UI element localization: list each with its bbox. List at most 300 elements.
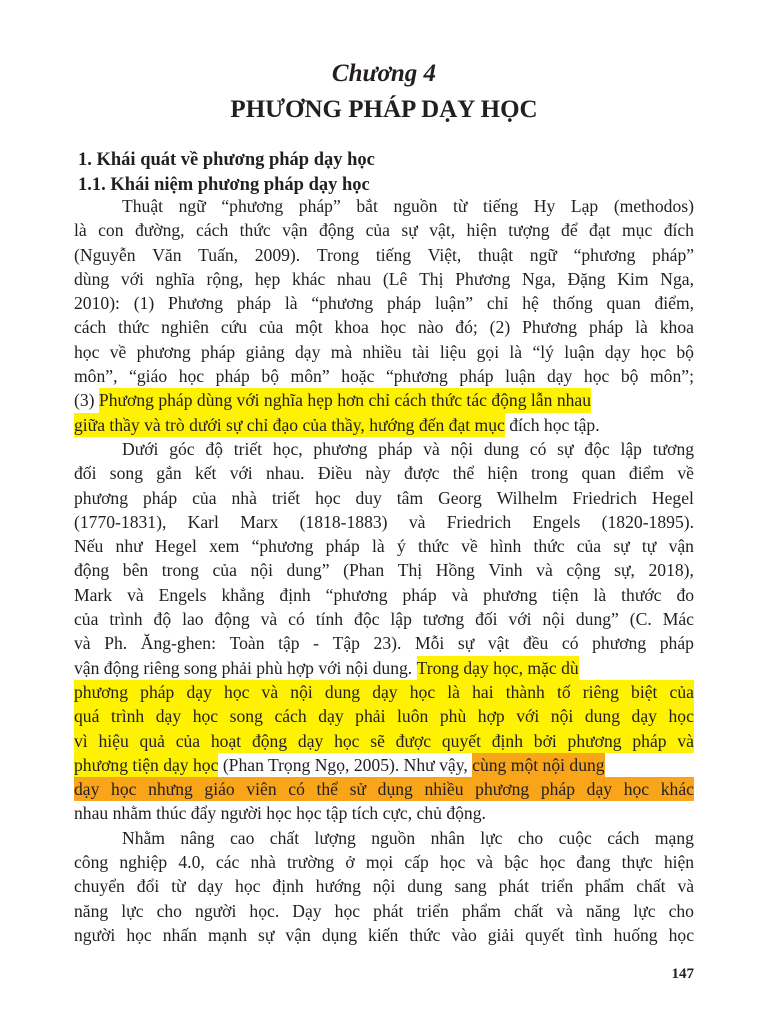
word-gap [136, 777, 148, 801]
word: “phương [385, 366, 448, 387]
word: phương [567, 730, 622, 751]
word-gap [209, 315, 221, 339]
word: hệ [522, 293, 539, 314]
word: vận [282, 220, 308, 241]
text-line [74, 243, 694, 267]
word-gap [444, 267, 456, 291]
paragraph-1 [74, 194, 694, 437]
word-gap [271, 218, 282, 242]
word-gap [473, 437, 484, 461]
word-gap [300, 243, 317, 267]
word: phương [313, 438, 368, 459]
word-gap [307, 704, 319, 728]
word: quyết [441, 730, 481, 751]
word: năng [586, 900, 621, 921]
word: và [408, 511, 426, 532]
word: nguồn [393, 196, 438, 216]
word-gap [276, 850, 287, 874]
word: đang [576, 852, 611, 873]
word: bộ [620, 366, 639, 387]
word-gap [558, 486, 573, 510]
word: đích [663, 220, 694, 241]
word-gap [666, 874, 678, 898]
word-gap [330, 364, 342, 388]
text-line [74, 583, 694, 607]
word: (1) [133, 293, 155, 314]
word: động [318, 220, 355, 241]
word: là [447, 681, 460, 702]
word-gap [260, 874, 272, 898]
word-gap [277, 607, 288, 631]
word-gap [103, 534, 115, 558]
word-gap [642, 437, 653, 461]
word: độc [354, 609, 380, 630]
word-gap [330, 558, 344, 582]
text-line [74, 558, 694, 582]
word-gap [235, 340, 245, 364]
word: nhà [250, 852, 276, 873]
word: đạt [589, 220, 611, 241]
word-gap [262, 437, 273, 461]
text-line [74, 510, 694, 534]
word: của [365, 220, 390, 241]
word-gap [475, 558, 489, 582]
word-gap [612, 777, 624, 801]
word-gap [579, 631, 593, 655]
word-gap [177, 486, 192, 510]
word-gap [532, 607, 543, 631]
word: của [175, 730, 201, 751]
word: “phương [251, 536, 314, 557]
word-gap [662, 583, 677, 607]
word-gap [158, 437, 169, 461]
word-gap [509, 631, 523, 655]
document-page [74, 0, 694, 1024]
word-gap [144, 899, 157, 923]
word-gap [398, 680, 410, 704]
text-line [74, 437, 694, 461]
word: phương [74, 681, 129, 702]
word-gap [128, 680, 140, 704]
word: pháp [378, 438, 413, 459]
word-gap [241, 729, 252, 753]
word: học [315, 487, 341, 508]
word-gap [344, 704, 356, 728]
word: khoa [659, 317, 694, 338]
word: (Lê [382, 268, 408, 289]
word: học [111, 779, 137, 800]
highlighted-text: giữa thầy và trò dưới sự chỉ đạo của thầy, hướng đến đạt mục [74, 413, 505, 437]
word-gap [361, 874, 373, 898]
word-gap [338, 777, 350, 801]
word-gap [448, 364, 460, 388]
word-gap [136, 243, 153, 267]
word-gap [87, 218, 98, 242]
word: là [635, 317, 648, 338]
word-gap [465, 850, 476, 874]
word: người [195, 900, 237, 921]
word-gap [250, 607, 261, 631]
highlighted-text: Phương pháp dùng với nghĩa hẹp hơn chỉ cách thức tác động lẫn nhau [99, 388, 591, 412]
word: học [539, 852, 566, 873]
word-gap [305, 777, 317, 801]
text-line [74, 923, 694, 947]
word: ngữ [178, 196, 206, 216]
word: phương [592, 633, 647, 654]
word: sự, [614, 560, 635, 581]
word-gap [638, 364, 650, 388]
word-gap [369, 315, 381, 339]
word: hợp [477, 706, 505, 727]
word: thức [417, 536, 449, 557]
word: quá [74, 706, 100, 727]
word: cho [668, 900, 694, 921]
word: Thuật [122, 196, 164, 216]
word: cộng [566, 560, 601, 581]
word: dạy [74, 779, 100, 800]
word: ở [345, 852, 355, 873]
word: học, [272, 438, 303, 459]
word-gap [439, 461, 452, 485]
text-line [74, 656, 694, 680]
word-gap [592, 826, 607, 850]
word: là [284, 293, 298, 314]
word-gap [263, 704, 275, 728]
word: thành [505, 681, 545, 702]
word: tâm [396, 487, 424, 508]
word-gap [385, 704, 397, 728]
word: là [372, 536, 385, 557]
word-gap [171, 607, 182, 631]
word-gap [388, 583, 403, 607]
word-gap [98, 607, 109, 631]
word: là [593, 584, 607, 605]
word: dạy [297, 730, 324, 751]
word: phải [355, 706, 386, 727]
word-gap [664, 461, 677, 485]
word-gap [498, 607, 509, 631]
word: lập [620, 438, 642, 459]
word-gap [159, 874, 171, 898]
word: khẳng [221, 584, 265, 605]
word: đối [74, 463, 97, 484]
word: phương [483, 584, 538, 605]
word: Dưới [122, 438, 159, 459]
word: Engels [532, 511, 581, 532]
text-line [74, 413, 694, 437]
word: của [74, 609, 99, 630]
word: về [677, 463, 694, 484]
word: và [260, 609, 278, 630]
word: Engels [158, 584, 207, 605]
word-gap [440, 923, 451, 947]
word-gap [401, 631, 415, 655]
word: kết [194, 463, 217, 484]
word-gap [91, 631, 105, 655]
highlighted-line [74, 680, 694, 704]
word-gap [619, 680, 631, 704]
word-gap [518, 194, 534, 218]
word-gap [474, 631, 488, 655]
word: cấp [404, 852, 429, 873]
word: tiếng [375, 244, 412, 265]
word: học [583, 366, 610, 387]
word: Hegel [154, 536, 197, 557]
word: tương [422, 609, 465, 630]
text-line [74, 899, 694, 923]
word: duy [355, 487, 382, 508]
word: triển [540, 876, 574, 897]
word: thể [316, 779, 338, 800]
word: sự [457, 633, 475, 654]
word-gap [630, 534, 642, 558]
text-line [74, 340, 694, 364]
word-gap [523, 729, 534, 753]
word: triển [416, 900, 449, 921]
word-gap [519, 437, 530, 461]
word: - [313, 633, 320, 654]
word-gap [278, 510, 299, 534]
word-gap [464, 607, 475, 631]
word-gap [443, 315, 455, 339]
word: dạy [197, 876, 224, 897]
word: độc [584, 438, 610, 459]
word-gap [247, 315, 259, 339]
word-gap [422, 558, 436, 582]
word-gap [656, 534, 668, 558]
word: mọi [365, 852, 394, 873]
word: học [178, 366, 205, 387]
word-gap [367, 437, 378, 461]
word-gap [573, 899, 586, 923]
word: con [98, 220, 124, 241]
word: triết [271, 487, 301, 508]
word: là [74, 220, 87, 241]
word-gap [620, 899, 633, 923]
word-gap [109, 267, 121, 291]
word-gap [109, 558, 123, 582]
word-gap [652, 218, 663, 242]
word-gap [313, 534, 325, 558]
word: khoa [334, 317, 369, 338]
word: nội [450, 438, 474, 459]
word-gap [308, 218, 319, 242]
word-gap [598, 194, 614, 218]
word-gap [522, 340, 532, 364]
word-gap [529, 850, 540, 874]
word: nhau [336, 268, 372, 289]
word: Hồng [435, 560, 475, 581]
word-gap [444, 631, 458, 655]
word: định [272, 876, 304, 897]
word: mạnh [207, 924, 248, 945]
word-gap [548, 631, 562, 655]
word: học [74, 341, 100, 362]
word-gap [360, 631, 374, 655]
word-gap [620, 704, 632, 728]
word-gap [305, 607, 316, 631]
word-gap [279, 899, 292, 923]
word: nội [250, 560, 273, 581]
word-gap [543, 826, 558, 850]
word-gap [112, 583, 127, 607]
word-gap [403, 899, 416, 923]
word: một [295, 317, 323, 338]
word: 4.0, [178, 852, 205, 873]
word: (2) [489, 317, 511, 338]
word-gap [249, 680, 261, 704]
word-gap [182, 243, 199, 267]
word: đường, [134, 220, 185, 241]
word-gap [565, 607, 576, 631]
word-gap [423, 486, 438, 510]
word-gap [398, 923, 409, 947]
word-gap [143, 534, 155, 558]
word-gap [464, 777, 476, 801]
word: cách [607, 827, 640, 848]
word-gap [616, 461, 629, 485]
word-gap [384, 558, 398, 582]
word-gap [144, 704, 156, 728]
word-gap [572, 364, 584, 388]
word: có [288, 779, 305, 800]
word-gap [287, 729, 298, 753]
word: và [556, 900, 573, 921]
word-gap [313, 680, 325, 704]
word: bậc [504, 852, 529, 873]
word: thức [239, 220, 271, 241]
word-gap [487, 874, 499, 898]
word-gap [323, 729, 334, 753]
word-gap [125, 874, 137, 898]
word: hai [472, 681, 494, 702]
word: Lạp [570, 196, 599, 216]
word-gap [411, 243, 428, 267]
text-line [74, 534, 694, 558]
word: nghiên [161, 317, 209, 338]
word-gap [182, 461, 195, 485]
word-gap [413, 777, 425, 801]
word-gap [152, 923, 163, 947]
word-gap [649, 777, 661, 801]
word-gap [639, 826, 654, 850]
word: Ph. [104, 633, 128, 654]
word-gap [543, 899, 556, 923]
word: học [439, 852, 466, 873]
word: tập [278, 633, 300, 654]
word: phẩm [585, 876, 625, 897]
word: của [192, 487, 217, 508]
word: độ [153, 609, 172, 630]
word: dạy [604, 341, 631, 362]
word: chất [636, 876, 666, 897]
word-gap [143, 461, 156, 485]
word: động [251, 730, 288, 751]
word-gap [571, 680, 583, 704]
word: sự [613, 536, 630, 557]
word: của [669, 681, 694, 702]
word: giáo [204, 779, 235, 800]
word-gap [360, 680, 372, 704]
word-gap [550, 218, 561, 242]
word: nội [372, 876, 396, 897]
word: luận” [435, 293, 474, 314]
word: pháp” [652, 244, 695, 265]
word: và [127, 584, 144, 605]
paragraph-2 [74, 437, 694, 826]
word-gap [537, 583, 552, 607]
word-gap [652, 607, 663, 631]
word: trình [109, 609, 143, 630]
word-gap [461, 243, 478, 267]
word-gap [437, 583, 452, 607]
word-gap [535, 364, 547, 388]
word: pháp [215, 366, 250, 387]
word-gap [499, 340, 509, 364]
word: về [461, 536, 478, 557]
text-span: (3) [74, 390, 99, 411]
word-gap [217, 486, 232, 510]
word: lực [121, 900, 144, 921]
word-gap [118, 364, 130, 388]
word: ngữ [529, 244, 557, 265]
word: Marx [240, 511, 279, 532]
chapter-label: Chương 4 [331, 60, 437, 87]
word: là [509, 341, 523, 362]
word-gap [366, 777, 378, 801]
word: học [380, 317, 407, 338]
word: nhưng [148, 779, 193, 800]
word-gap [521, 534, 533, 558]
word-gap [124, 218, 135, 242]
word-gap [391, 461, 404, 485]
word: 2010): [74, 293, 120, 314]
word: hoạt [210, 730, 242, 751]
word-gap [385, 729, 396, 753]
word-gap [513, 243, 530, 267]
word: lượng [314, 827, 356, 848]
word-gap [154, 291, 168, 315]
word-gap [355, 850, 366, 874]
word: thống [552, 293, 593, 314]
word: nhiều [362, 341, 402, 362]
word-gap [601, 534, 613, 558]
word: đổi [136, 876, 160, 897]
word: điểm, [654, 293, 695, 314]
word: tiếng [483, 196, 519, 216]
word: Văn [152, 244, 182, 265]
word-gap [215, 826, 230, 850]
word-gap [501, 899, 514, 923]
word: (1820-1895). [601, 511, 695, 532]
word: và [423, 438, 440, 459]
word: nghiệp [119, 852, 168, 873]
word: đều [522, 633, 549, 654]
word-gap [216, 461, 229, 485]
word-gap [455, 218, 466, 242]
word: học [224, 681, 250, 702]
word: (Phan [343, 560, 385, 581]
word: dụng [321, 924, 358, 945]
word-gap [235, 777, 247, 801]
word: pháp [387, 293, 422, 314]
word: động [214, 609, 250, 630]
highlighted-text: cùng một nội dung [472, 753, 604, 777]
text-span: vận động riêng song phải phù hợp với nội dung. [74, 657, 417, 678]
word-gap [283, 315, 295, 339]
word-gap [195, 267, 207, 291]
text-line [74, 850, 694, 874]
